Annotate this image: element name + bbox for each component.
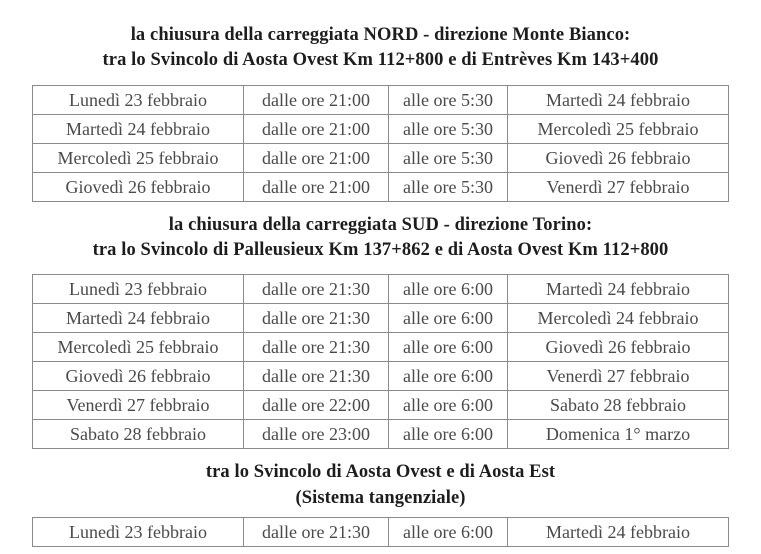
cell-start-day: Martedì 24 febbraio	[33, 115, 244, 144]
cell-end-day: Sabato 28 febbraio	[508, 391, 729, 420]
table-row	[33, 362, 729, 391]
section-tangenziale-table-wrap	[0, 517, 761, 547]
section-sud-heading-line-1: la chiusura della carreggiata SUD - direzione Torino:	[168, 215, 593, 235]
cell-from-time: dalle ore 21:30	[244, 518, 389, 547]
schedule-table-nord	[32, 85, 729, 202]
schedule-table-tangenziale-body	[33, 518, 729, 547]
cell-to-time: alle ore 6:00	[389, 420, 508, 449]
table-row	[33, 115, 729, 144]
cell-to-time: alle ore 6:00	[389, 304, 508, 333]
cell-from-time: dalle ore 21:00	[244, 144, 389, 173]
cell-end-day: Martedì 24 febbraio	[508, 275, 729, 304]
table-row	[33, 304, 729, 333]
schedule-table-tangenziale	[32, 517, 729, 547]
cell-end-day: Mercoledì 24 febbraio	[508, 304, 729, 333]
cell-to-time: alle ore 5:30	[389, 144, 508, 173]
cell-start-day: Lunedì 23 febbraio	[33, 518, 244, 547]
cell-to-time: alle ore 6:00	[389, 362, 508, 391]
cell-end-day: Venerdì 27 febbraio	[508, 362, 729, 391]
cell-end-day: Martedì 24 febbraio	[508, 86, 729, 115]
cell-to-time: alle ore 6:00	[389, 518, 508, 547]
section-heading-nord	[0, 26, 761, 69]
table-row	[33, 275, 729, 304]
cell-end-day: Giovedì 26 febbraio	[508, 144, 729, 173]
section-nord-heading-line-2: tra lo Svincolo di Aosta Ovest Km 112+800 e di Entrèves Km 143+400	[102, 49, 659, 70]
cell-end-day: Domenica 1° marzo	[508, 420, 729, 449]
cell-start-day: Lunedì 23 febbraio	[33, 275, 244, 304]
table-row	[33, 518, 729, 547]
cell-start-day: Mercoledì 25 febbraio	[33, 333, 244, 362]
cell-from-time: dalle ore 21:30	[244, 304, 389, 333]
cell-start-day: Giovedì 26 febbraio	[33, 173, 244, 202]
cell-from-time: dalle ore 21:00	[244, 115, 389, 144]
cell-start-day: Sabato 28 febbraio	[33, 420, 244, 449]
cell-start-day: Giovedì 26 febbraio	[33, 362, 244, 391]
cell-to-time: alle ore 5:30	[389, 86, 508, 115]
cell-end-day: Martedì 24 febbraio	[508, 518, 729, 547]
section-tangenziale-heading-line-1: tra lo Svincolo di Aosta Ovest e di Aosta Est	[205, 462, 556, 482]
section-heading-tangenziale	[0, 463, 761, 507]
cell-to-time: alle ore 5:30	[389, 173, 508, 202]
section-nord-table-wrap	[0, 85, 761, 202]
cell-to-time: alle ore 6:00	[389, 333, 508, 362]
section-sud-heading-line-2: tra lo Svincolo di Palleusieux Km 137+862 e di Aosta Ovest Km 112+800	[92, 239, 669, 260]
cell-start-day: Lunedì 23 febbraio	[33, 86, 244, 115]
cell-start-day: Mercoledì 25 febbraio	[33, 144, 244, 173]
cell-from-time: dalle ore 21:30	[244, 275, 389, 304]
cell-from-time: dalle ore 21:00	[244, 173, 389, 202]
cell-from-time: dalle ore 21:30	[244, 333, 389, 362]
table-row	[33, 391, 729, 420]
table-row	[33, 144, 729, 173]
cell-end-day: Venerdì 27 febbraio	[508, 173, 729, 202]
cell-start-day: Martedì 24 febbraio	[33, 304, 244, 333]
table-row	[33, 420, 729, 449]
section-nord-heading-line-1: la chiusura della carreggiata NORD - direzione Monte Bianco:	[130, 25, 631, 45]
cell-to-time: alle ore 6:00	[389, 275, 508, 304]
cell-from-time: dalle ore 23:00	[244, 420, 389, 449]
cell-start-day: Venerdì 27 febbraio	[33, 391, 244, 420]
section-sud-table-wrap	[0, 274, 761, 449]
table-row	[33, 333, 729, 362]
schedule-table-nord-body	[33, 86, 729, 202]
schedule-table-sud-body	[33, 275, 729, 449]
table-row	[33, 86, 729, 115]
section-heading-sud	[0, 216, 761, 259]
cell-from-time: dalle ore 21:30	[244, 362, 389, 391]
section-tangenziale-heading-line-2: (Sistema tangenziale)	[295, 487, 466, 508]
cell-to-time: alle ore 6:00	[389, 391, 508, 420]
cell-to-time: alle ore 5:30	[389, 115, 508, 144]
cell-from-time: dalle ore 21:00	[244, 86, 389, 115]
table-row	[33, 173, 729, 202]
schedule-table-sud	[32, 274, 729, 449]
cell-end-day: Mercoledì 25 febbraio	[508, 115, 729, 144]
cell-from-time: dalle ore 22:00	[244, 391, 389, 420]
cell-end-day: Giovedì 26 febbraio	[508, 333, 729, 362]
